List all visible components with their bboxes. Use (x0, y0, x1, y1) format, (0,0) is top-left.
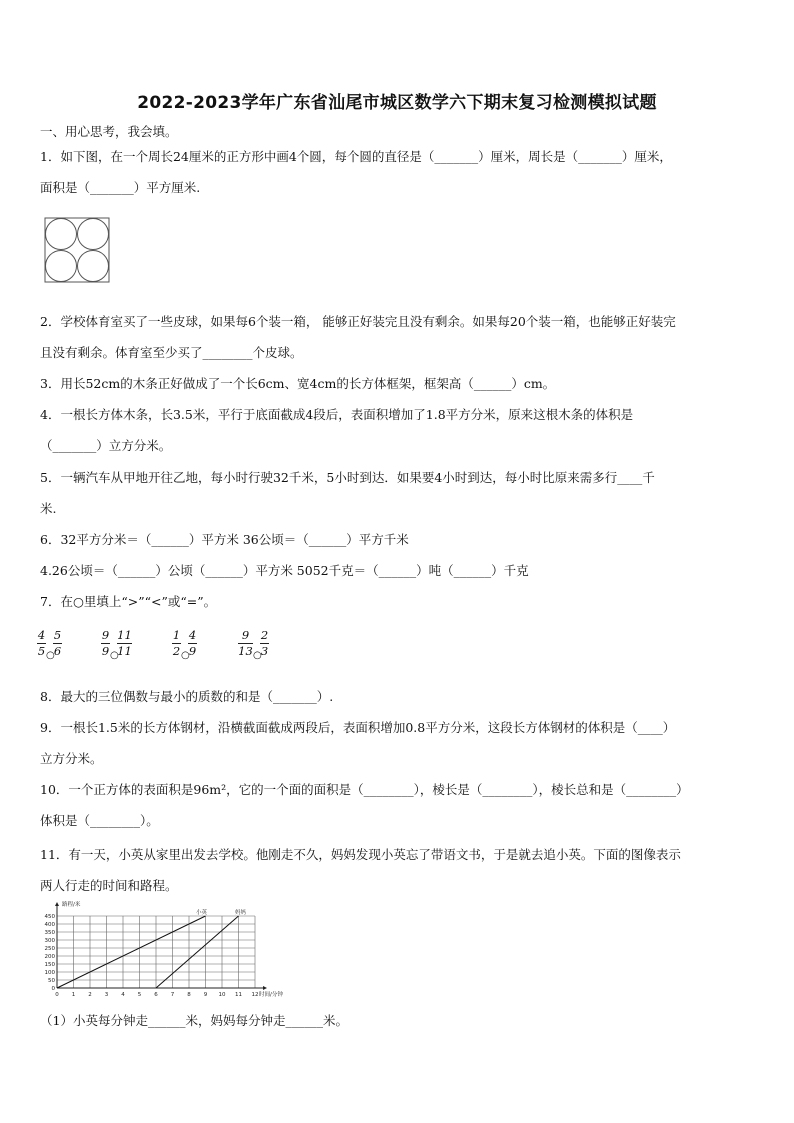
fraction (172, 629, 181, 658)
numerator: 4 (188, 628, 197, 642)
y-tick-label: 0 (51, 986, 55, 992)
y-axis-arrow (55, 902, 59, 906)
denominator: 9 (188, 644, 197, 658)
circle-top-right (78, 219, 109, 250)
fraction (37, 629, 46, 658)
circle-bottom-left (46, 251, 77, 282)
x-tick-label: 7 (170, 992, 175, 998)
question-5-line-1: 5．一辆汽车从甲地开往乙地，每小时行驶32千米，5小时到达．如果要4小时到达，每小时比原来需多行____千 (40, 470, 655, 485)
y-axis-label: 路程/米 (62, 902, 81, 908)
series-line (156, 916, 239, 988)
question-8: 8．最大的三位偶数与最小的质数的和是（_______）. (40, 689, 334, 704)
fraction (260, 629, 269, 658)
fraction (53, 629, 62, 658)
denominator: 3 (260, 644, 269, 658)
denominator: 6 (53, 644, 62, 658)
x-tick-label: 0 (55, 992, 59, 998)
question-11-line-1: 11．有一天，小英从家里出发去学校。他刚走不久，妈妈发现小英忘了带语文书，于是就去追小英。下面的图像表示 (40, 847, 681, 862)
numerator: 4 (37, 628, 46, 642)
y-tick-label: 350 (44, 930, 55, 936)
x-tick-label: 8 (187, 992, 191, 998)
y-tick-label: 450 (44, 914, 55, 920)
y-tick-label: 250 (44, 946, 55, 952)
question-5-line-2: 米. (40, 501, 57, 516)
question-6-line-1: 6．32平方分米＝（______）平方米 36公顷＝（______）平方千米 (40, 532, 409, 547)
y-tick-label: 400 (44, 922, 55, 928)
x-tick-label: 9 (203, 992, 208, 998)
square-four-circles-figure (44, 217, 112, 285)
x-tick-label: 11 (235, 992, 242, 998)
question-7: 7．在○里填上“>”“<”或“=”。 (40, 594, 217, 609)
question-11-sub-1: （1）小英每分钟走______米，妈妈每分钟走______米。 (40, 1013, 348, 1028)
series-label: 小英 (195, 910, 208, 916)
x-tick-label: 10 (218, 992, 226, 998)
circle-bottom-right (78, 251, 109, 282)
question-2-line-1: 2．学校体育室买了一些皮球，如果每6个装一箱， 能够正好装完且没有剩余。如果每20个装一箱，也能够正好装完 (40, 314, 676, 329)
denominator: 13 (238, 644, 253, 658)
denominator: 2 (172, 644, 181, 658)
circle-top-left (46, 219, 77, 250)
question-9-line-2: 立方分米。 (40, 751, 103, 766)
y-tick-label: 200 (44, 954, 55, 960)
section-heading: 一、用心思考，我会填。 (40, 124, 178, 139)
question-10-line-2: 体积是（________）。 (40, 813, 159, 828)
x-tick-label: 3 (104, 992, 109, 998)
compare-circle[interactable]: ○ (253, 650, 262, 661)
y-tick-label: 150 (44, 962, 55, 968)
denominator: 11 (117, 644, 132, 658)
x-tick-label: 5 (137, 992, 142, 998)
question-11-line-2: 两人行走的时间和路程。 (40, 878, 178, 893)
x-tick-label: 6 (154, 992, 158, 998)
compare-circle[interactable]: ○ (110, 650, 119, 661)
question-1-line-1: 1．如下图，在一个周长24厘米的正方形中画4个圆，每个圆的直径是（_______）厘米，周长是（_______）厘米， (40, 149, 672, 164)
y-tick-label: 50 (48, 978, 55, 984)
denominator: 9 (101, 644, 110, 658)
numerator: 2 (260, 628, 269, 642)
series-line (57, 916, 206, 988)
numerator: 1 (172, 628, 181, 642)
fraction (117, 629, 132, 658)
x-tick-label: 2 (88, 992, 92, 998)
question-4-line-2: （_______）立方分米。 (40, 438, 172, 453)
question-4-line-1: 4．一根长方体木条，长3.5米，平行于底面截成4段后，表面积增加了1.8平方分米，原来这根木条的体积是 (40, 407, 634, 422)
question-6-line-2: 4.26公顷＝（______）公顷（______）平方米 5052千克＝（______）吨（______）千克 (40, 563, 529, 578)
question-2-line-2: 且没有剩余。体育室至少买了________个皮球。 (40, 345, 303, 360)
x-tick-label: 1 (71, 992, 76, 998)
x-axis-label: 时间/分钟 (259, 992, 283, 998)
numerator: 11 (117, 628, 132, 642)
x-axis-arrow (263, 986, 267, 990)
fraction (188, 629, 197, 658)
question-10-line-1: 10．一个正方体的表面积是96m²，它的一个面的面积是（________），棱长是（________），棱长总和是（________） (40, 782, 689, 797)
distance-time-chart (30, 898, 300, 1004)
x-tick-label: 4 (121, 992, 125, 998)
numerator: 9 (101, 628, 110, 642)
series-label: 妈妈 (234, 910, 247, 916)
y-tick-label: 100 (44, 970, 55, 976)
numerator: 9 (241, 628, 250, 642)
square-outline (45, 218, 109, 282)
page-title: 2022-2023学年广东省汕尾市城区数学六下期末复习检测模拟试题 (137, 93, 657, 113)
question-3: 3．用长52cm的木条正好做成了一个长6cm、宽4cm的长方体框架，框架高（______）cm。 (40, 376, 556, 391)
numerator: 5 (53, 628, 62, 642)
fraction (101, 629, 110, 658)
compare-circle[interactable]: ○ (181, 650, 190, 661)
compare-circle[interactable]: ○ (46, 650, 55, 661)
x-tick-label: 12 (251, 992, 259, 998)
denominator: 5 (37, 644, 46, 658)
question-1-line-2: 面积是（_______）平方厘米. (40, 180, 201, 195)
fraction (238, 629, 253, 658)
y-tick-label: 300 (44, 938, 55, 944)
question-9-line-1: 9．一根长1.5米的长方体钢材，沿横截面截成两段后，表面积增加0.8平方分米，这段长方体钢材的体积是（____） (40, 720, 676, 735)
